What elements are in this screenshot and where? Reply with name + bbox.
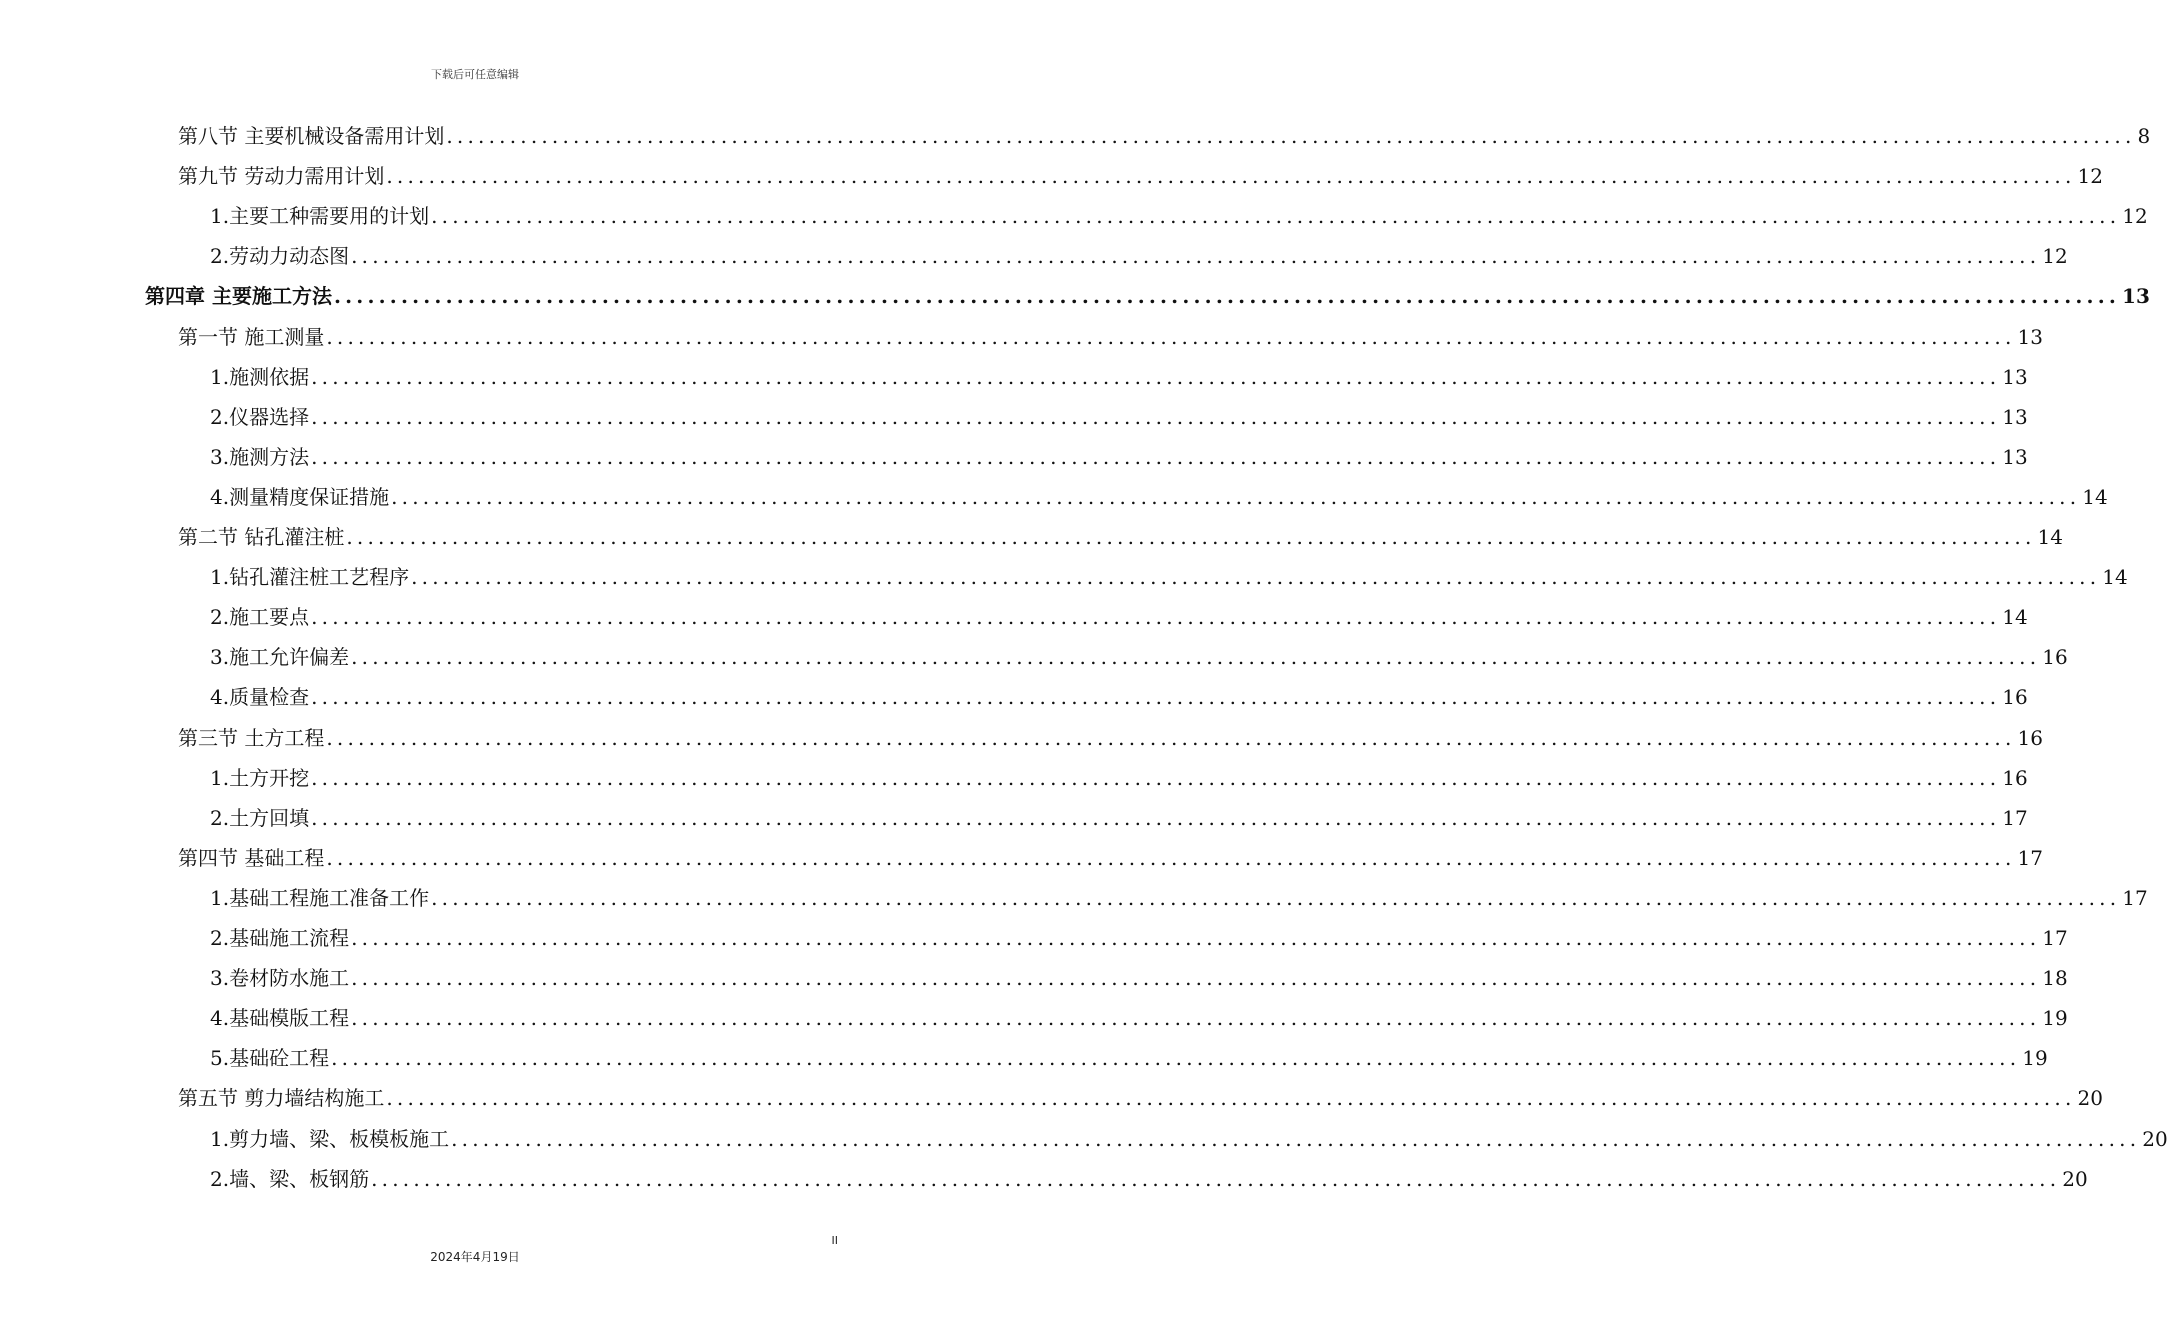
- toc-page-number: 20: [2077, 1086, 2103, 1111]
- toc-entry-item[interactable]: [210, 998, 2068, 1038]
- dot-leader: ................................................................................................................................................................: [326, 324, 2016, 349]
- toc-entry-title: 第四章 主要施工方法: [145, 284, 332, 309]
- toc-page-number: 12: [2042, 244, 2068, 269]
- dot-leader: ................................................................................................................................................................: [446, 124, 2136, 148]
- toc-page-number: 12: [2122, 204, 2148, 229]
- toc-page-number: 14: [2082, 484, 2108, 509]
- toc-entry-section[interactable]: [178, 156, 2103, 196]
- toc-entry-section[interactable]: [178, 718, 2043, 758]
- dot-leader: ................................................................................................................................................................: [431, 204, 2121, 229]
- toc-entry-item[interactable]: [210, 437, 2028, 477]
- page-numeral: II: [831, 1234, 838, 1247]
- dot-leader: ................................................................................................................................................................: [331, 1046, 2021, 1071]
- toc-page-number: 13: [2002, 444, 2028, 469]
- toc-entry-title: 施测方法: [229, 444, 310, 469]
- toc-page-number: 17: [2122, 885, 2148, 910]
- toc-page-number: 16: [2002, 765, 2028, 790]
- toc-item-number: 2.: [210, 404, 230, 429]
- toc-page-number: 19: [2042, 1006, 2068, 1031]
- toc-item-number: 2.: [210, 926, 230, 950]
- page-header: 下载后可任意编辑: [431, 68, 519, 81]
- dot-leader: ................................................................................................................................................................: [351, 966, 2041, 991]
- toc-page-number: 17: [2002, 805, 2028, 830]
- toc-page-number: 14: [2002, 605, 2028, 630]
- dot-leader: ................................................................................................................................................................: [311, 605, 2001, 630]
- toc-page-number: 13: [2002, 364, 2028, 389]
- toc-item-number: 1.: [210, 565, 230, 590]
- toc-entry-title: 基础工程施工准备工作: [229, 885, 430, 910]
- toc-page-number: 17: [2042, 926, 2068, 950]
- toc-page-number: 19: [2022, 1046, 2048, 1071]
- dot-leader: ................................................................................................................................................................: [311, 685, 2001, 710]
- toc-entry-item[interactable]: [210, 1159, 2088, 1199]
- toc-page-number: 16: [2042, 645, 2068, 670]
- toc-entry-title: 质量检查: [229, 685, 310, 710]
- toc-page-number: 18: [2042, 966, 2068, 991]
- toc-entry-item[interactable]: [210, 557, 2128, 597]
- toc-entry-title: 钻孔灌注桩工艺程序: [229, 565, 410, 590]
- toc-item-number: 1.: [210, 1126, 230, 1151]
- dot-leader: ................................................................................................................................................................: [386, 164, 2076, 189]
- toc-item-number: 2.: [210, 605, 230, 630]
- toc-entry-title: 基础施工流程: [229, 926, 350, 950]
- toc-page-number: 20: [2062, 1166, 2088, 1191]
- toc-entry-title: 第二节 钻孔灌注桩: [178, 525, 345, 549]
- dot-leader: ................................................................................................................................................................: [333, 284, 2121, 309]
- toc-entry-title: 第五节 剪力墙结构施工: [178, 1086, 385, 1111]
- toc-entry-chapter[interactable]: [145, 276, 2150, 316]
- toc-entry-item[interactable]: [210, 758, 2028, 798]
- toc-entry-item[interactable]: [210, 357, 2028, 397]
- toc-entry-item[interactable]: [210, 637, 2068, 677]
- dot-leader: ................................................................................................................................................................: [311, 765, 2001, 790]
- toc-entry-section[interactable]: [178, 1078, 2103, 1118]
- toc-entry-title: 基础模版工程: [229, 1006, 350, 1031]
- dot-leader: ................................................................................................................................................................: [311, 404, 2001, 429]
- dot-leader: ................................................................................................................................................................: [351, 1006, 2041, 1031]
- dot-leader: ................................................................................................................................................................: [351, 645, 2041, 670]
- toc-entry-item[interactable]: [210, 677, 2028, 717]
- toc-item-number: 1.: [210, 204, 230, 229]
- dot-leader: ................................................................................................................................................................: [451, 1126, 2141, 1151]
- toc-page-number: 12: [2077, 164, 2103, 189]
- toc-entry-title: 测量精度保证措施: [229, 484, 390, 509]
- dot-leader: ................................................................................................................................................................: [351, 244, 2041, 269]
- toc-item-number: 4.: [210, 1006, 230, 1031]
- toc-page-number: 16: [2002, 685, 2028, 710]
- toc-page-number: 13: [2122, 284, 2150, 309]
- toc-item-number: 1.: [210, 885, 230, 910]
- toc-entry-item[interactable]: [210, 236, 2068, 276]
- toc-entry-title: 墙、梁、板钢筋: [229, 1166, 370, 1191]
- dot-leader: ................................................................................................................................................................: [431, 885, 2121, 910]
- toc-entry-item[interactable]: [210, 878, 2148, 918]
- toc-entry-item[interactable]: [210, 958, 2068, 998]
- toc-entry-title: 第三节 土方工程: [178, 725, 325, 750]
- toc-page-number: 20: [2142, 1126, 2168, 1151]
- toc-entry-item[interactable]: [210, 918, 2068, 958]
- dot-leader: ................................................................................................................................................................: [391, 484, 2081, 509]
- toc-entry-title: 剪力墙、梁、板模板施工: [229, 1126, 450, 1151]
- toc-item-number: 2.: [210, 805, 230, 830]
- toc-entry-item[interactable]: [210, 1038, 2048, 1078]
- toc-entry-title: 施工要点: [229, 605, 310, 630]
- toc-entry-title: 卷材防水施工: [229, 966, 350, 991]
- toc-entry-item[interactable]: [210, 597, 2028, 637]
- toc-page-number: 14: [2102, 565, 2128, 590]
- dot-leader: ................................................................................................................................................................: [311, 805, 2001, 830]
- toc-item-number: 1.: [210, 765, 230, 790]
- dot-leader: ................................................................................................................................................................: [351, 926, 2041, 950]
- toc-entry-title: 基础砼工程: [229, 1046, 330, 1071]
- toc-entry-item[interactable]: [210, 196, 2148, 236]
- toc-item-number: 3.: [210, 444, 230, 469]
- dot-leader: ................................................................................................................................................................: [386, 1086, 2076, 1111]
- toc-entry-item[interactable]: [210, 477, 2108, 517]
- toc-item-number: 1.: [210, 364, 230, 389]
- toc-entry-section[interactable]: [178, 317, 2043, 357]
- toc-entry-title: 第八节 主要机械设备需用计划: [178, 124, 445, 148]
- toc-page-number: 13: [2002, 404, 2028, 429]
- toc-entry-title: 土方开挖: [229, 765, 310, 790]
- dot-leader: ................................................................................................................................................................: [371, 1166, 2061, 1191]
- toc-item-number: 2.: [210, 1166, 230, 1191]
- page-footer-date: 2024年4月19日: [430, 1250, 520, 1264]
- toc-item-number: 4.: [210, 685, 230, 710]
- toc-page-number: 13: [2017, 324, 2043, 349]
- toc-item-number: 5.: [210, 1046, 230, 1071]
- dot-leader: ................................................................................................................................................................: [326, 845, 2016, 870]
- dot-leader: ................................................................................................................................................................: [411, 565, 2101, 590]
- toc-entry-title: 第一节 施工测量: [178, 324, 325, 349]
- toc-entry-title: 第四节 基础工程: [178, 845, 325, 870]
- toc-entry-title: 劳动力动态图: [229, 244, 350, 269]
- toc-entry-title: 第九节 劳动力需用计划: [178, 164, 385, 189]
- toc-entry-section[interactable]: [178, 116, 2151, 156]
- toc-entry-title: 主要工种需要用的计划: [229, 204, 430, 229]
- toc-item-number: 3.: [210, 966, 230, 991]
- dot-leader: ................................................................................................................................................................: [311, 364, 2001, 389]
- dot-leader: ................................................................................................................................................................: [346, 525, 2036, 549]
- toc-item-number: 3.: [210, 645, 230, 670]
- toc-page-number: 8: [2137, 124, 2151, 148]
- toc-entry-item[interactable]: [210, 1119, 2168, 1159]
- toc-entry-title: 施测依据: [229, 364, 310, 389]
- toc-entry-title: 施工允许偏差: [229, 645, 350, 670]
- toc-entry-title: 土方回填: [229, 805, 310, 830]
- toc-item-number: 2.: [210, 244, 230, 269]
- toc-page-number: 17: [2017, 845, 2043, 870]
- toc-entry-item[interactable]: [210, 798, 2028, 838]
- toc-entry-item[interactable]: [210, 397, 2028, 437]
- toc-item-number: 4.: [210, 484, 230, 509]
- toc-page-number: 16: [2017, 725, 2043, 750]
- toc-page-number: 14: [2037, 525, 2063, 549]
- toc-entry-section[interactable]: [178, 838, 2043, 878]
- toc-entry-title: 仪器选择: [229, 404, 310, 429]
- dot-leader: ................................................................................................................................................................: [311, 444, 2001, 469]
- toc-entry-section[interactable]: [178, 517, 2063, 557]
- dot-leader: ................................................................................................................................................................: [326, 725, 2016, 750]
